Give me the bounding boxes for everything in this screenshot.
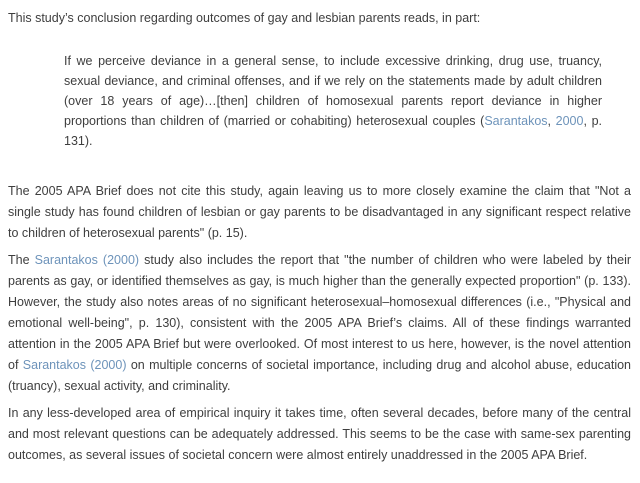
- sarantakos-author-link[interactable]: Sarantakos: [484, 114, 548, 128]
- closing-paragraph: In any less-developed area of empirical inquiry it takes time, often several decades, before many of the central and most relevant questions can be adequately addressed. This seems to be the case with same-sex parenting outcomes, as several issues of societal concern were almost entirely unaddressed in the 2005 APA Brief.: [8, 406, 631, 462]
- apa-brief-claim-paragraph: The 2005 APA Brief does not cite this study, again leaving us to more closely examine the claim that "Not a single study has found children of lesbian or gay parents to be disadvantaged in any significant respect relative to children of heterosexual parents" (p. 15).: [8, 184, 631, 240]
- quote-text-after-citation: , p. 131).: [64, 114, 602, 148]
- findings-text-1: The: [8, 253, 35, 267]
- intro-paragraph: This study’s conclusion regarding outcomes of gay and lesbian parents reads, in part:: [8, 11, 481, 25]
- quote-text-before-citation: If we perceive deviance in a general sense, to include excessive drinking, drug use, truancy, sexual deviance, and criminal offenses, and if we rely on the statements made by adult children (over 18 years of age)…[then] children of homosexual parents report deviance in higher proportions than children of (married or cohabiting) heterosexual couples (: [64, 54, 602, 128]
- study-conclusion-blockquote: [64, 51, 602, 151]
- findings-text-2: study also includes the report that "the number of children who were labeled by their parents as gay, or identified themselves as gay, is much higher than the generally expected proportion" (p. 133). However, the study also notes areas of no significant heterosexual–homosexual differences (i.e., "Physical and emotional well-being", p. 130), consistent with the 2005 APA Brief’s claims. All of these findings warranted attention in the 2005 APA Brief but were overlooked. Of most interest to us here, however, is the novel attention of: [8, 253, 632, 372]
- sarantakos-findings-paragraph: [8, 250, 631, 397]
- sarantakos-2000-link-2[interactable]: Sarantakos (2000): [22, 358, 127, 372]
- quote-citation-separator: ,: [547, 114, 556, 128]
- sarantakos-year-link[interactable]: 2000: [555, 114, 584, 128]
- findings-text-3: on multiple concerns of societal importance, including drug and alcohol abuse, education (truancy), sexual activity, and criminality.: [8, 358, 632, 393]
- sarantakos-2000-link-1[interactable]: Sarantakos (2000): [34, 253, 140, 267]
